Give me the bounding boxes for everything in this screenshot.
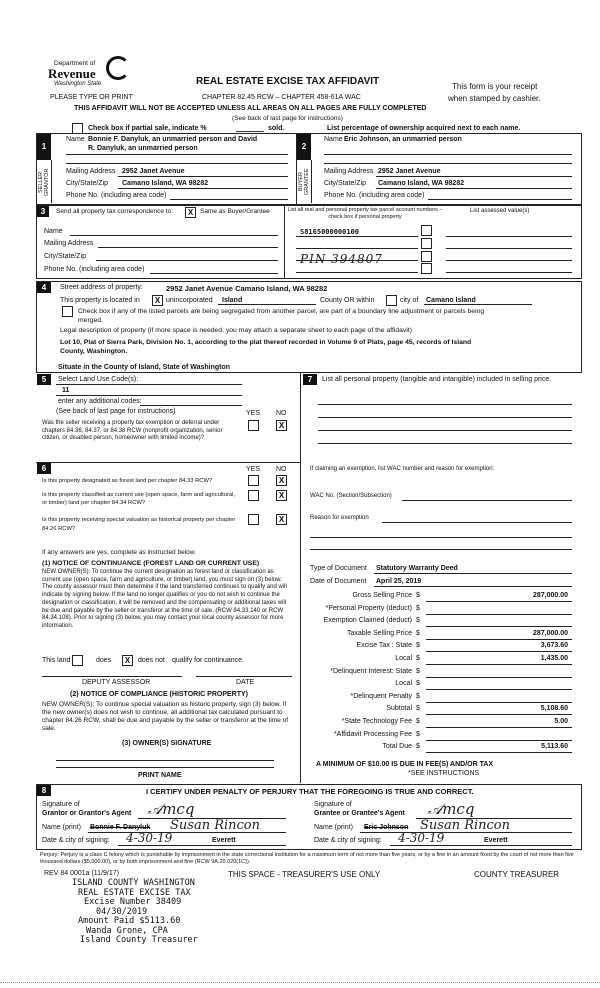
buyer-city-label: City/State/Zip — [324, 180, 367, 187]
city-of-label: city of — [400, 297, 419, 304]
grantor-print-hand[interactable]: Susan Rincon — [170, 818, 261, 833]
grantor-city[interactable]: Everett — [212, 837, 236, 844]
notice-1-body: NEW OWNER(S): To continue the current designation as forest land or classification as current use (open space, farm and agriculture, or timber) land, you must sign on (3) below. The county assessor must then determine if the land transferred continues to qualify and will indicate by signing below. If the land no longer qualifies or you do not wish to continue the designation or classification, it will be removed and the compensating or additional taxes will be due and payable by the seller or transferor at the time of sale. (RCW 84.33.140 or RCW 84.34.108). Prior to signing (3) below, you may contact your local county assessor for more information. — [42, 569, 287, 629]
grantee-sig-label: Signature of — [314, 801, 352, 808]
dollar-sign: $ — [416, 743, 420, 751]
amount-row — [310, 605, 572, 616]
amount-value[interactable]: 287,000.00 — [532, 592, 568, 599]
seller-name-line1[interactable]: Bonnie F. Danyluk, an unmarried person and David — [88, 136, 258, 143]
dept-line2: Revenue — [48, 66, 96, 81]
amount-label: Subtotal — [386, 705, 412, 713]
same-as-buyer-label: Same as Buyer/Grantee — [200, 208, 270, 215]
treasurer-space: THIS SPACE - TREASURER'S USE ONLY — [228, 870, 381, 879]
doc-date-label: Date of Document — [310, 578, 367, 585]
grantee-date-hand[interactable]: 4-30-19 — [398, 831, 445, 845]
s6-q1-yes[interactable] — [248, 475, 259, 486]
stamp-line-4: 04/30/2019 — [96, 906, 148, 917]
s3-mailing-label: Mailing Address — [44, 240, 94, 247]
grantee-print-struck: Eric Johnson — [364, 824, 409, 831]
stamp-line-6: Wanda Grone, CPA — [86, 925, 168, 936]
city-checkbox[interactable] — [386, 295, 397, 306]
amount-label: *State Technology Fee — [341, 718, 412, 725]
scan-edge — [0, 982, 600, 983]
assessed-header: List assessed value(s) — [470, 208, 530, 214]
deputy-assessor-label: DEPUTY ASSESSOR — [82, 679, 151, 686]
same-as-buyer-checkbox[interactable]: X — [185, 207, 196, 218]
dollar-sign: $ — [416, 680, 420, 688]
amount-label: Gross Selling Price — [352, 592, 412, 599]
amount-row — [310, 642, 572, 653]
grantee-print-hand[interactable]: Susan Rincon — [420, 818, 511, 833]
amount-label: *Delinquent Interest: State — [330, 667, 412, 675]
located-in-label: This property is located in — [60, 297, 140, 304]
seller-name-label: Name — [66, 136, 85, 143]
s6-q2-no[interactable]: X — [276, 490, 287, 501]
doc-type-label: Type of Document — [310, 565, 367, 572]
treasurer-stamp — [72, 879, 198, 946]
chapter-ref: CHAPTER 82.45 RCW – CHAPTER 458-61A WAC — [202, 94, 361, 101]
stamp-line-5: Amount Paid $5113.60 — [78, 916, 181, 926]
amount-label: *Affidavit Processing Fee — [333, 730, 412, 738]
buyer-city-value[interactable]: Camano Island, WA 98282 — [378, 180, 465, 187]
section-3-number: 3 — [37, 206, 49, 217]
notice-1-title: (1) NOTICE OF CONTINUANCE (FOREST LAND OR CURRENT USE) — [42, 560, 260, 567]
send-correspondence-label: Send all property tax correspondence to: — [56, 208, 174, 215]
percentage-note: List percentage of ownership acquired next to each name. — [327, 125, 521, 132]
s6-q1-no[interactable]: X — [276, 475, 287, 486]
situate-text: Situate in the County of Island, State of Washington — [58, 364, 231, 371]
form-title: REAL ESTATE EXCISE TAX AFFIDAVIT — [196, 76, 380, 87]
buyer-grantee-label: BUYER GRANTEE — [298, 168, 310, 196]
legal-value-2[interactable]: County, Washington. — [60, 348, 128, 355]
dor-logo — [44, 56, 124, 92]
s6-question-2: Is this property classified as current use (open space, farm and agricultural, or timber) land per chapter 84.34 RCW? — [42, 492, 235, 506]
seller-name-line2[interactable]: R. Danyluk, an unmarried person — [88, 145, 198, 152]
amount-label: Total Due — [382, 743, 412, 751]
unincorporated-label: unincorporated — [166, 297, 213, 304]
form-number: REV 84 0001a (11/9/17) — [44, 870, 119, 877]
dollar-sign: $ — [416, 730, 420, 738]
s5-question-1: Was the seller receiving a property tax exemption or deferral under chapters 84.36, 84.37, or 84.38 RCW (nonprofit organization, senior citizen, or disabled person, homeowner with limited income)? — [42, 420, 223, 441]
legal-value-1[interactable]: Lot 10, Plat of Sierra Park, Division No. 1, according to the plat thereof recorded in Volume 9 of Plats, page 45, records of Island — [60, 339, 472, 346]
s5-see-back: (See back of last page for instructions) — [56, 408, 176, 415]
county-value[interactable]: Island — [222, 297, 243, 304]
parcel-number[interactable]: S8165000000100 — [300, 228, 360, 236]
amount-value[interactable]: 1,435.00 — [540, 655, 568, 662]
dollar-sign: $ — [416, 592, 420, 599]
amount-label: Taxable Selling Price — [347, 629, 412, 637]
section-2-number: 2 — [297, 134, 311, 160]
personal-property-checkbox-4[interactable] — [421, 263, 432, 274]
seller-phone-label: Phone No. (including area code) — [66, 192, 167, 199]
county-label: County — [320, 297, 343, 304]
grantor-print-struck: Bonnie F. Danyluk — [90, 824, 151, 831]
grantee-name-print-label: Name (print) — [314, 824, 353, 831]
owner-signature-label: (3) OWNER(S) SIGNATURE — [122, 740, 212, 747]
if-yes-text: If any answers are yes, complete as instructed below. — [42, 549, 196, 556]
does-label: does — [96, 657, 112, 664]
buyer-mailing-value[interactable]: 2952 Janet Avenue — [378, 168, 441, 175]
parcel-header: List all real and personal property tax parcel account numbers – check box if personal property — [287, 207, 443, 220]
dollar-sign: $ — [416, 617, 420, 625]
exemption-label: If claiming an exemption, list WAC number and reason for exemption: — [310, 466, 495, 472]
s5-yes-header: YES — [246, 410, 261, 417]
legal-label: Legal description of property (if more space is needed, you may attach a separate sheet to each page of the affidavit) — [60, 327, 413, 334]
minimum-due-text: A MINIMUM OF $10.00 IS DUE IN FEE(S) AND/OR TAX — [316, 761, 494, 768]
section-6-number: 6 — [37, 463, 51, 474]
grantee-city[interactable]: Everett — [484, 837, 508, 844]
amount-label: Local — [395, 655, 412, 662]
wac-label: WAC No. (Section/Subsection) — [310, 493, 392, 499]
segregated-text-2: merged. — [78, 317, 103, 324]
amount-row — [310, 630, 572, 641]
this-land-label: This land — [42, 657, 71, 664]
seller-city-value[interactable]: Camano Island, WA 98282 — [122, 180, 209, 187]
amount-label: *Delinquent Penalty — [350, 692, 412, 700]
section-7-number: 7 — [303, 374, 317, 385]
dollar-sign: $ — [416, 604, 420, 612]
dept-line1: Department of — [54, 60, 96, 67]
amount-label: Exemption Claimed (deduct) — [323, 617, 412, 625]
grantor-agent-label: Grantor or Grantor's Agent — [42, 810, 132, 817]
does-not-checkbox[interactable]: X — [122, 655, 133, 666]
seller-city-label: City/State/Zip — [66, 180, 109, 187]
does-not-label: does not — [138, 657, 165, 664]
print-name-label: PRINT NAME — [138, 772, 182, 779]
street-value[interactable]: 2952 Janet Avenue Camano Island, WA 98282 — [166, 284, 328, 293]
receipt-note-2: when stamped by cashier. — [448, 94, 541, 103]
date-label: DATE — [236, 679, 255, 686]
grantee-agent-label: Grantee or Grantee's Agent — [314, 810, 405, 817]
amount-label: Local — [395, 680, 412, 688]
amount-row — [310, 718, 572, 729]
s6-q3-no[interactable]: X — [276, 514, 287, 525]
seller-mailing-label: Mailing Address — [66, 168, 116, 175]
sold-label: sold. — [268, 125, 285, 132]
city-value[interactable]: Camano Island — [426, 297, 476, 304]
section-4-number: 4 — [37, 282, 51, 293]
county-treasurer: COUNTY TREASURER — [474, 870, 560, 879]
perjury-text: Perjury: Perjury is a class C felony which is punishable by imprisonment in the state correctional institution for a maximum term of not more than five years, or by a fine in an amount fixed by the court of not more than five thousand dollars ($5,000.00), or by both imprisonment and fine (RCW 9A.20.020(1C)). — [40, 852, 574, 865]
grantor-date-hand[interactable]: 4-30-19 — [126, 831, 173, 845]
grantee-signature[interactable]: 𝒜mcq — [428, 800, 475, 818]
s6-question-1: Is this property designated as forest land per chapter 84.33 RCW? — [42, 478, 213, 484]
type-or-print: PLEASE TYPE OR PRINT — [50, 94, 133, 101]
land-use-label: Select Land Use Code(s): — [58, 376, 139, 383]
logo-swoosh-icon — [106, 56, 130, 80]
buyer-mailing-label: Mailing Address — [324, 168, 374, 175]
s6-question-3: Is this property receiving special valuation as historical property per chapter 84.26 RCW? — [42, 517, 236, 532]
dollar-sign: $ — [416, 629, 420, 637]
amount-row — [310, 668, 572, 679]
pin-handwritten: PIN 394807 — [300, 252, 383, 266]
grantor-date-city-label: Date & city of signing: — [42, 837, 110, 844]
personal-property-checkbox-2[interactable] — [421, 238, 432, 249]
s3-phone-label: Phone No. (including area code) — [44, 266, 145, 273]
dollar-sign: $ — [416, 692, 420, 700]
buyer-phone-label: Phone No. (including area code) — [324, 192, 425, 199]
personal-property-checkbox-1[interactable] — [421, 225, 432, 236]
doc-type-value[interactable]: Statutory Warranty Deed — [376, 565, 458, 572]
s5-q1-yes[interactable] — [248, 420, 259, 431]
amount-row — [310, 743, 572, 754]
segregated-text-1: Check box if any of the listed parcels are being segregated from another parcel, are part of a boundary line adjustment or parcels being — [78, 308, 485, 315]
buyer-name-label: Name — [324, 136, 343, 143]
grantor-name-print-label: Name (print) — [42, 824, 81, 831]
unincorporated-checkbox[interactable]: X — [152, 295, 163, 306]
s6-no-header: NO — [276, 466, 287, 473]
see-instructions: *SEE INSTRUCTIONS — [408, 770, 480, 777]
notice-2-title: (2) NOTICE OF COMPLIANCE (HISTORIC PROPERTY) — [70, 691, 248, 698]
amount-value[interactable]: 3,673.60 — [540, 642, 568, 650]
s5-q1-no[interactable]: X — [276, 420, 287, 431]
segregated-checkbox[interactable] — [62, 306, 73, 317]
doc-date-value[interactable]: April 25, 2019 — [376, 578, 422, 585]
receipt-note-1: This form is your receipt — [452, 82, 538, 91]
dollar-sign: $ — [416, 655, 420, 662]
warning-text: THIS AFFIDAVIT WILL NOT BE ACCEPTED UNLESS ALL AREAS ON ALL PAGES ARE FULLY COMPLETED — [74, 105, 427, 112]
grantor-sig-label: Signature of — [42, 801, 80, 808]
seller-grantor-label: SELLER GRANTOR — [38, 168, 50, 196]
amount-row — [310, 617, 572, 628]
amount-label: *Personal Property (deduct) — [325, 604, 412, 612]
grantee-date-city-label: Date & city of signing: — [314, 837, 382, 844]
amount-row — [310, 680, 572, 691]
section-5-number: 5 — [37, 374, 51, 385]
dollar-sign: $ — [416, 667, 420, 675]
amount-row — [310, 693, 572, 704]
section-1-number: 1 — [37, 134, 51, 160]
s6-yes-header: YES — [246, 466, 261, 473]
stamp-line-3: Excise Number 38409 — [84, 897, 182, 907]
s5-no-header: NO — [276, 410, 287, 417]
land-use-value[interactable]: 11 — [62, 387, 70, 394]
grantor-signature[interactable]: 𝒜mcq — [148, 800, 195, 818]
stamp-line-1: ISLAND COUNTY WASHINGTON — [72, 878, 195, 888]
notice-2-body: NEW OWNER(S): To continue special valuation as historic property, sign (3) below. If the new owner(s) does not wish to continue, all additional tax calculated pursuant to chapter 84.26 RCW, shall be due and payable by the seller or transferor at the time of sale. — [42, 701, 289, 732]
personal-property-label: List all personal property (tangible and intangible) included in selling price. — [322, 376, 552, 383]
amount-label: Excise Tax : State — [356, 642, 412, 650]
s6-q3-yes[interactable] — [248, 514, 259, 525]
amount-value[interactable]: 5,108.60 — [540, 705, 568, 713]
stamp-line-7: Island County Treasurer — [80, 935, 198, 945]
street-label: Street address of property: — [60, 284, 143, 291]
amount-row — [310, 592, 572, 603]
does-checkbox[interactable] — [72, 655, 83, 666]
or-within-label: OR within — [344, 297, 375, 304]
see-back-text: (See back of last page for instructions) — [232, 115, 343, 122]
partial-sale-label: Check box if partial sale, indicate % — [88, 125, 207, 132]
amount-value[interactable]: 287,000.00 — [532, 629, 568, 637]
dollar-sign: $ — [416, 642, 420, 650]
amount-value[interactable]: 5,113.60 — [541, 743, 568, 751]
stamp-line-2: REAL ESTATE EXCISE TAX — [78, 887, 191, 898]
amount-value[interactable]: 5.00 — [554, 718, 568, 725]
qualify-label: qualify for continuance. — [172, 657, 244, 664]
dollar-sign: $ — [416, 705, 420, 713]
partial-percent-field[interactable] — [236, 131, 264, 132]
s3-name-label: Name — [44, 228, 63, 235]
seller-mailing-value[interactable]: 2952 Janet Avenue — [122, 168, 185, 175]
buyer-name-value[interactable]: Eric Johnson, an unmarried person — [344, 136, 462, 143]
personal-property-checkbox-3[interactable] — [421, 251, 432, 262]
amount-row — [310, 731, 572, 742]
additional-codes-label: enter any additional codes: — [58, 398, 142, 405]
amount-row — [310, 705, 572, 716]
section-8-number: 8 — [37, 785, 51, 796]
s3-city-label: City/State/Zip — [44, 253, 87, 260]
dollar-sign: $ — [416, 718, 420, 725]
reason-label: Reason for exemption — [310, 515, 369, 521]
dept-line3: Washington State — [54, 81, 102, 87]
s6-q2-yes[interactable] — [248, 490, 259, 501]
certify-text: I CERTIFY UNDER PENALTY OF PERJURY THAT THE FOREGOING IS TRUE AND CORRECT. — [146, 787, 474, 796]
amount-row — [310, 655, 572, 666]
